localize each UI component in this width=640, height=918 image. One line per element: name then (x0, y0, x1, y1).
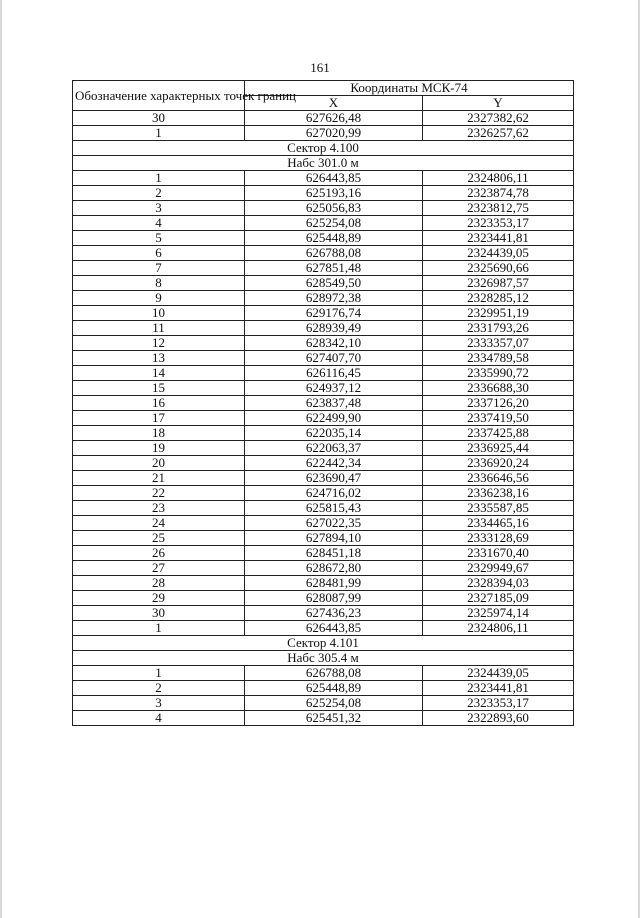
x-coordinate-cell: 623837,48 (245, 396, 423, 411)
table-row (73, 201, 574, 216)
table-row (73, 621, 574, 636)
x-coordinate-cell: 627022,35 (245, 516, 423, 531)
y-coordinate-cell: 2336925,44 (423, 441, 574, 456)
y-coordinate-cell: 2323441,81 (423, 231, 574, 246)
point-id-cell: 17 (73, 411, 245, 426)
table-row (73, 591, 574, 606)
table-row (73, 606, 574, 621)
x-coordinate-cell: 625448,89 (245, 681, 423, 696)
y-coordinate-cell: 2334465,16 (423, 516, 574, 531)
point-id-cell: 13 (73, 351, 245, 366)
x-coordinate-cell: 627407,70 (245, 351, 423, 366)
point-id-cell: 29 (73, 591, 245, 606)
point-id-cell: 16 (73, 396, 245, 411)
x-coordinate-cell: 628481,99 (245, 576, 423, 591)
point-id-cell: 3 (73, 201, 245, 216)
section-label: Набс 305.4 м (73, 651, 574, 666)
table-row (73, 471, 574, 486)
coords-title-header: Координаты МСК-74 (245, 81, 574, 96)
point-id-cell: 12 (73, 336, 245, 351)
table-row (73, 441, 574, 456)
x-coordinate-cell: 627626,48 (245, 111, 423, 126)
y-coordinate-cell: 2329951,19 (423, 306, 574, 321)
point-id-cell: 2 (73, 681, 245, 696)
point-id-cell: 5 (73, 231, 245, 246)
y-coordinate-cell: 2323874,78 (423, 186, 574, 201)
point-id-cell: 4 (73, 216, 245, 231)
table-row (73, 516, 574, 531)
point-id-cell: 15 (73, 381, 245, 396)
y-coordinate-cell: 2323441,81 (423, 681, 574, 696)
point-id-cell: 14 (73, 366, 245, 381)
table-row (73, 336, 574, 351)
y-coordinate-cell: 2325690,66 (423, 261, 574, 276)
y-coordinate-cell: 2337425,88 (423, 426, 574, 441)
table-row (73, 246, 574, 261)
table-row (73, 561, 574, 576)
table-row (73, 321, 574, 336)
table-row (73, 711, 574, 726)
table-row (73, 291, 574, 306)
x-coordinate-cell: 626116,45 (245, 366, 423, 381)
table-row (73, 696, 574, 711)
table-row (73, 666, 574, 681)
y-coordinate-cell: 2324439,05 (423, 666, 574, 681)
x-coordinate-cell: 622499,90 (245, 411, 423, 426)
y-coordinate-cell: 2333357,07 (423, 336, 574, 351)
point-id-cell: 9 (73, 291, 245, 306)
x-coordinate-cell: 625254,08 (245, 696, 423, 711)
coordinates-table (72, 80, 574, 726)
section-row (73, 636, 574, 651)
x-coordinate-cell: 622442,34 (245, 456, 423, 471)
y-coordinate-cell: 2336646,56 (423, 471, 574, 486)
page-number: 161 (310, 60, 330, 75)
point-id-cell: 3 (73, 696, 245, 711)
y-coordinate-cell: 2337126,20 (423, 396, 574, 411)
table-row (73, 426, 574, 441)
table-row (73, 546, 574, 561)
table-row (73, 276, 574, 291)
x-coordinate-cell: 625815,43 (245, 501, 423, 516)
table-row (73, 681, 574, 696)
x-coordinate-cell: 625448,89 (245, 231, 423, 246)
section-row (73, 156, 574, 171)
y-coordinate-cell: 2325974,14 (423, 606, 574, 621)
table-row (73, 216, 574, 231)
x-coordinate-cell: 628972,38 (245, 291, 423, 306)
table-row (73, 531, 574, 546)
table-row (73, 501, 574, 516)
x-coordinate-cell: 628342,10 (245, 336, 423, 351)
point-id-cell: 26 (73, 546, 245, 561)
scan-edge-left (0, 0, 2, 918)
x-coordinate-cell: 623690,47 (245, 471, 423, 486)
y-coordinate-cell: 2323812,75 (423, 201, 574, 216)
table-row (73, 261, 574, 276)
x-coordinate-cell: 628549,50 (245, 276, 423, 291)
table-row (73, 111, 574, 126)
table-row (73, 456, 574, 471)
point-id-cell: 27 (73, 561, 245, 576)
y-coordinate-cell: 2327382,62 (423, 111, 574, 126)
y-coordinate-cell: 2328394,03 (423, 576, 574, 591)
y-coordinate-cell: 2336688,30 (423, 381, 574, 396)
x-coordinate-cell: 627894,10 (245, 531, 423, 546)
x-coordinate-cell: 624937,12 (245, 381, 423, 396)
table-row (73, 411, 574, 426)
y-header: Y (423, 96, 574, 111)
point-id-cell: 18 (73, 426, 245, 441)
section-label: Сектор 4.101 (73, 636, 574, 651)
point-id-cell: 23 (73, 501, 245, 516)
y-coordinate-cell: 2326987,57 (423, 276, 574, 291)
section-label: Сектор 4.100 (73, 141, 574, 156)
y-coordinate-cell: 2335587,85 (423, 501, 574, 516)
table-row (73, 126, 574, 141)
point-id-cell: 1 (73, 126, 245, 141)
y-coordinate-cell: 2333128,69 (423, 531, 574, 546)
y-coordinate-cell: 2336238,16 (423, 486, 574, 501)
table-row (73, 576, 574, 591)
section-row (73, 141, 574, 156)
point-id-cell: 1 (73, 621, 245, 636)
table-row (73, 486, 574, 501)
point-id-cell: 25 (73, 531, 245, 546)
y-coordinate-cell: 2334789,58 (423, 351, 574, 366)
y-coordinate-cell: 2324439,05 (423, 246, 574, 261)
x-coordinate-cell: 626788,08 (245, 246, 423, 261)
table-row (73, 381, 574, 396)
x-coordinate-cell: 622063,37 (245, 441, 423, 456)
x-coordinate-cell: 625254,08 (245, 216, 423, 231)
y-coordinate-cell: 2326257,62 (423, 126, 574, 141)
point-id-cell: 19 (73, 441, 245, 456)
x-coordinate-cell: 628672,80 (245, 561, 423, 576)
y-coordinate-cell: 2329949,67 (423, 561, 574, 576)
table-body (73, 111, 574, 726)
x-coordinate-cell: 624716,02 (245, 486, 423, 501)
x-coordinate-cell: 628939,49 (245, 321, 423, 336)
x-coordinate-cell: 628087,99 (245, 591, 423, 606)
y-coordinate-cell: 2336920,24 (423, 456, 574, 471)
point-id-cell: 6 (73, 246, 245, 261)
x-coordinate-cell: 627436,23 (245, 606, 423, 621)
y-coordinate-cell: 2323353,17 (423, 216, 574, 231)
table-row (73, 366, 574, 381)
table-row (73, 306, 574, 321)
x-coordinate-cell: 625451,32 (245, 711, 423, 726)
point-id-cell: 30 (73, 606, 245, 621)
y-coordinate-cell: 2324806,11 (423, 621, 574, 636)
x-coordinate-cell: 628451,18 (245, 546, 423, 561)
x-header: X (245, 96, 423, 111)
point-id-cell: 1 (73, 171, 245, 186)
x-coordinate-cell: 622035,14 (245, 426, 423, 441)
point-id-cell: 2 (73, 186, 245, 201)
x-coordinate-cell: 626443,85 (245, 171, 423, 186)
y-coordinate-cell: 2322893,60 (423, 711, 574, 726)
y-coordinate-cell: 2335990,72 (423, 366, 574, 381)
point-id-cell: 7 (73, 261, 245, 276)
x-coordinate-cell: 629176,74 (245, 306, 423, 321)
point-id-cell: 30 (73, 111, 245, 126)
section-label: Набс 301.0 м (73, 156, 574, 171)
point-id-cell: 10 (73, 306, 245, 321)
x-coordinate-cell: 625193,16 (245, 186, 423, 201)
point-id-cell: 24 (73, 516, 245, 531)
point-id-cell: 21 (73, 471, 245, 486)
point-label-header: Обозначение характерных точек границ (73, 81, 245, 111)
table-row (73, 171, 574, 186)
x-coordinate-cell: 626443,85 (245, 621, 423, 636)
y-coordinate-cell: 2323353,17 (423, 696, 574, 711)
section-row (73, 651, 574, 666)
table-row (73, 186, 574, 201)
y-coordinate-cell: 2337419,50 (423, 411, 574, 426)
point-id-cell: 20 (73, 456, 245, 471)
x-coordinate-cell: 627851,48 (245, 261, 423, 276)
table-row (73, 351, 574, 366)
y-coordinate-cell: 2331670,40 (423, 546, 574, 561)
point-id-cell: 8 (73, 276, 245, 291)
table-row (73, 231, 574, 246)
y-coordinate-cell: 2328285,12 (423, 291, 574, 306)
y-coordinate-cell: 2331793,26 (423, 321, 574, 336)
point-id-cell: 4 (73, 711, 245, 726)
x-coordinate-cell: 627020,99 (245, 126, 423, 141)
x-coordinate-cell: 625056,83 (245, 201, 423, 216)
point-id-cell: 11 (73, 321, 245, 336)
point-id-cell: 28 (73, 576, 245, 591)
x-coordinate-cell: 626788,08 (245, 666, 423, 681)
y-coordinate-cell: 2324806,11 (423, 171, 574, 186)
header-row (73, 81, 574, 96)
point-id-cell: 1 (73, 666, 245, 681)
point-id-cell: 22 (73, 486, 245, 501)
y-coordinate-cell: 2327185,09 (423, 591, 574, 606)
table-row (73, 396, 574, 411)
